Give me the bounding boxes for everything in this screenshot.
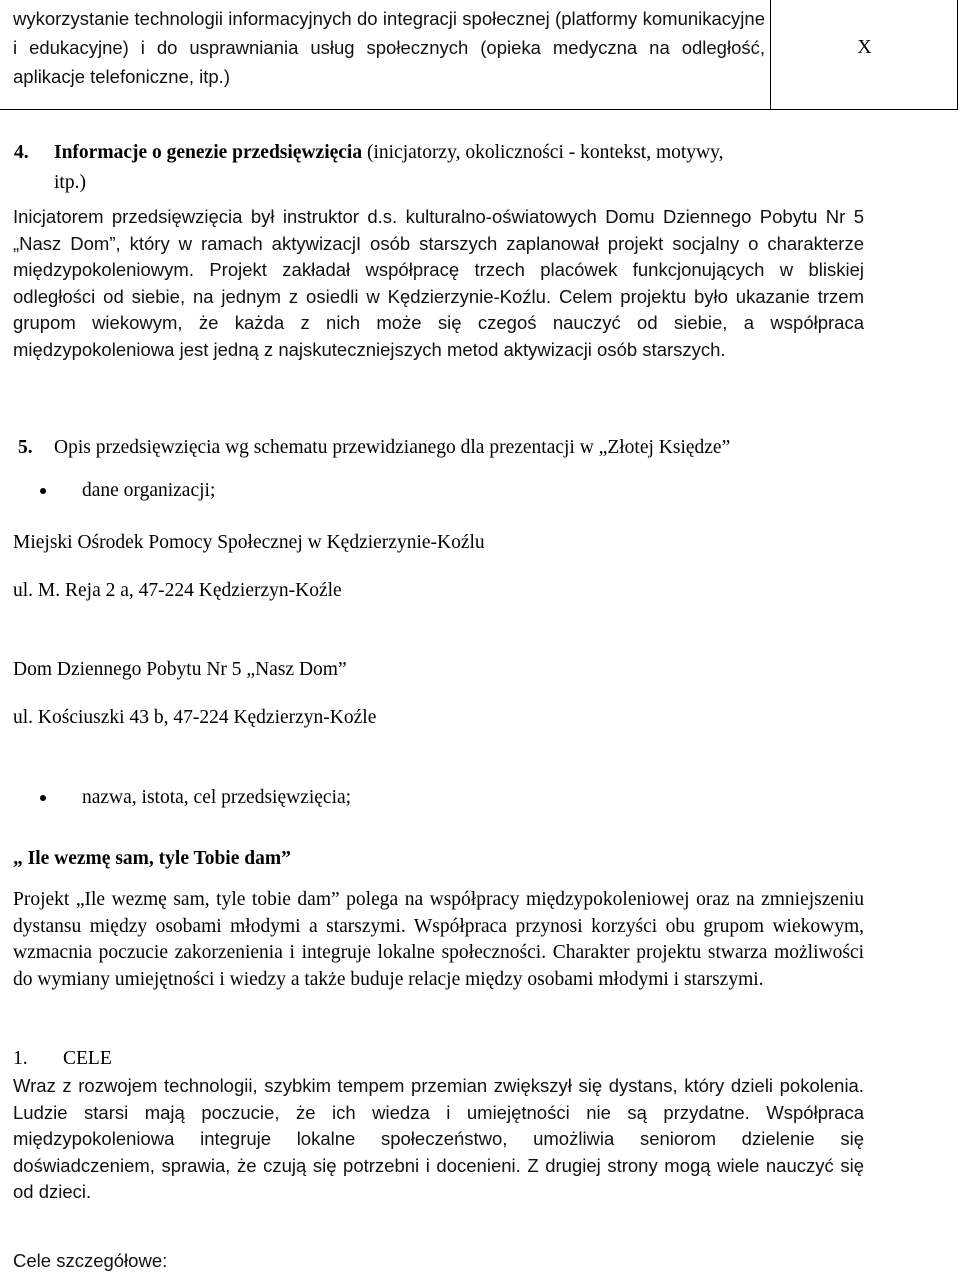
organization-address: ul. M. Reja 2 a, 47-224 Kędzierzyn-Koźle [13, 580, 342, 601]
section-4-title-bold: Informacje o genezie przedsięwzięcia [54, 142, 363, 163]
goals-title: CELE [63, 1048, 112, 1069]
section-4-body: Inicjatorem przedsięwzięcia był instruktor d.s. kulturalno-oświatowych Domu Dziennego Pobytu Nr 5 „Nasz Dom”, który w ramach aktywizacjI osób starszych zaplanował projekt socjalny o charakterze międzypokoleniowym. Projekt zakładał współpracę trzech placówek funkcjonujących w bliskiej odległości od siebie, na jednym z osiedli w Kędzierzynie-Koźlu. Celem projektu było ukazanie trzem grupom wiekowym, że każda z nich może się czegoś nauczyć od siebie, a współpraca międzypokoleniowa jest jedną z najskuteczniejszych metod aktywizacji osób starszych. [13, 206, 864, 360]
goals-heading [13, 1045, 112, 1073]
project-description: Projekt „Ile wezmę sam, tyle tobie dam” polega na współpracy międzypokoleniowej oraz na zmniejszeniu dystansu między osobami młodymi a starszymi. Współpraca przynosi korzyści obu grupom wiekowym, wzmacnia poczucie zakorzenienia i integruje lokalne społeczności. Charakter projektu stwarza możliwości do wymiany umiejętności i wiedzy a także buduje relacje między osobami młodymi i starszymi. [13, 889, 864, 990]
bullet-organization-data [40, 477, 920, 505]
bullet-organization-data-label: dane organizacji; [82, 480, 216, 501]
specific-goals-heading: Cele szczegółowe: [13, 1250, 168, 1271]
goals-number: 1. [13, 1048, 28, 1069]
criteria-mark-cell [771, 0, 958, 110]
section-4-heading [14, 138, 934, 198]
section-4-title-cont: itp.) [54, 172, 86, 193]
section-5-number: 5. [18, 437, 33, 458]
section-4-number: 4. [14, 142, 29, 163]
goals-text: Wraz z rozwojem technologii, szybkim tempem przemian zwiększył się dystans, który dzieli pokolenia. Ludzie starsi mają poczucie, że ich wiedza i umiejętności nie są przydatne. Współpraca międzypokoleniowa integruje lokalne społeczeństwo, umożliwia seniorom dzielenie się doświadczeniem, sprawia, że czują się potrzebni i docenieni. Z drugiej strony mogą wiele nauczyć się od dzieci. [13, 1075, 864, 1203]
criteria-table-row [0, 0, 958, 110]
criteria-description-cell [0, 0, 771, 110]
bullet-project-name [40, 784, 920, 812]
bullet-project-name-label: nazwa, istota, cel przedsięwzięcia; [82, 787, 352, 808]
section-4-title-rest: (inicjatorzy, okoliczności - kontekst, motywy, [362, 142, 724, 163]
criteria-description-text: wykorzystanie technologii informacyjnych do integracji społecznej (platformy komunikacyjne i edukacyjne) i do usprawniania usług społecznych (opieka medyczna na odległość, aplikacje telefoniczne, itp.) [13, 8, 765, 87]
project-title: „ Ile wezmę sam, tyle Tobie dam” [13, 848, 291, 869]
criteria-check-mark: X [857, 36, 872, 58]
unit-address: ul. Kościuszki 43 b, 47-224 Kędzierzyn-Koźle [13, 707, 377, 728]
organization-name: Miejski Ośrodek Pomocy Społecznej w Kędzierzynie-Koźlu [13, 532, 485, 553]
unit-name: Dom Dziennego Pobytu Nr 5 „Nasz Dom” [13, 659, 347, 680]
section-5-title: Opis przedsięwzięcia wg schematu przewidzianego dla prezentacji w „Złotej Księdze” [54, 437, 731, 458]
section-5-heading [18, 434, 918, 462]
